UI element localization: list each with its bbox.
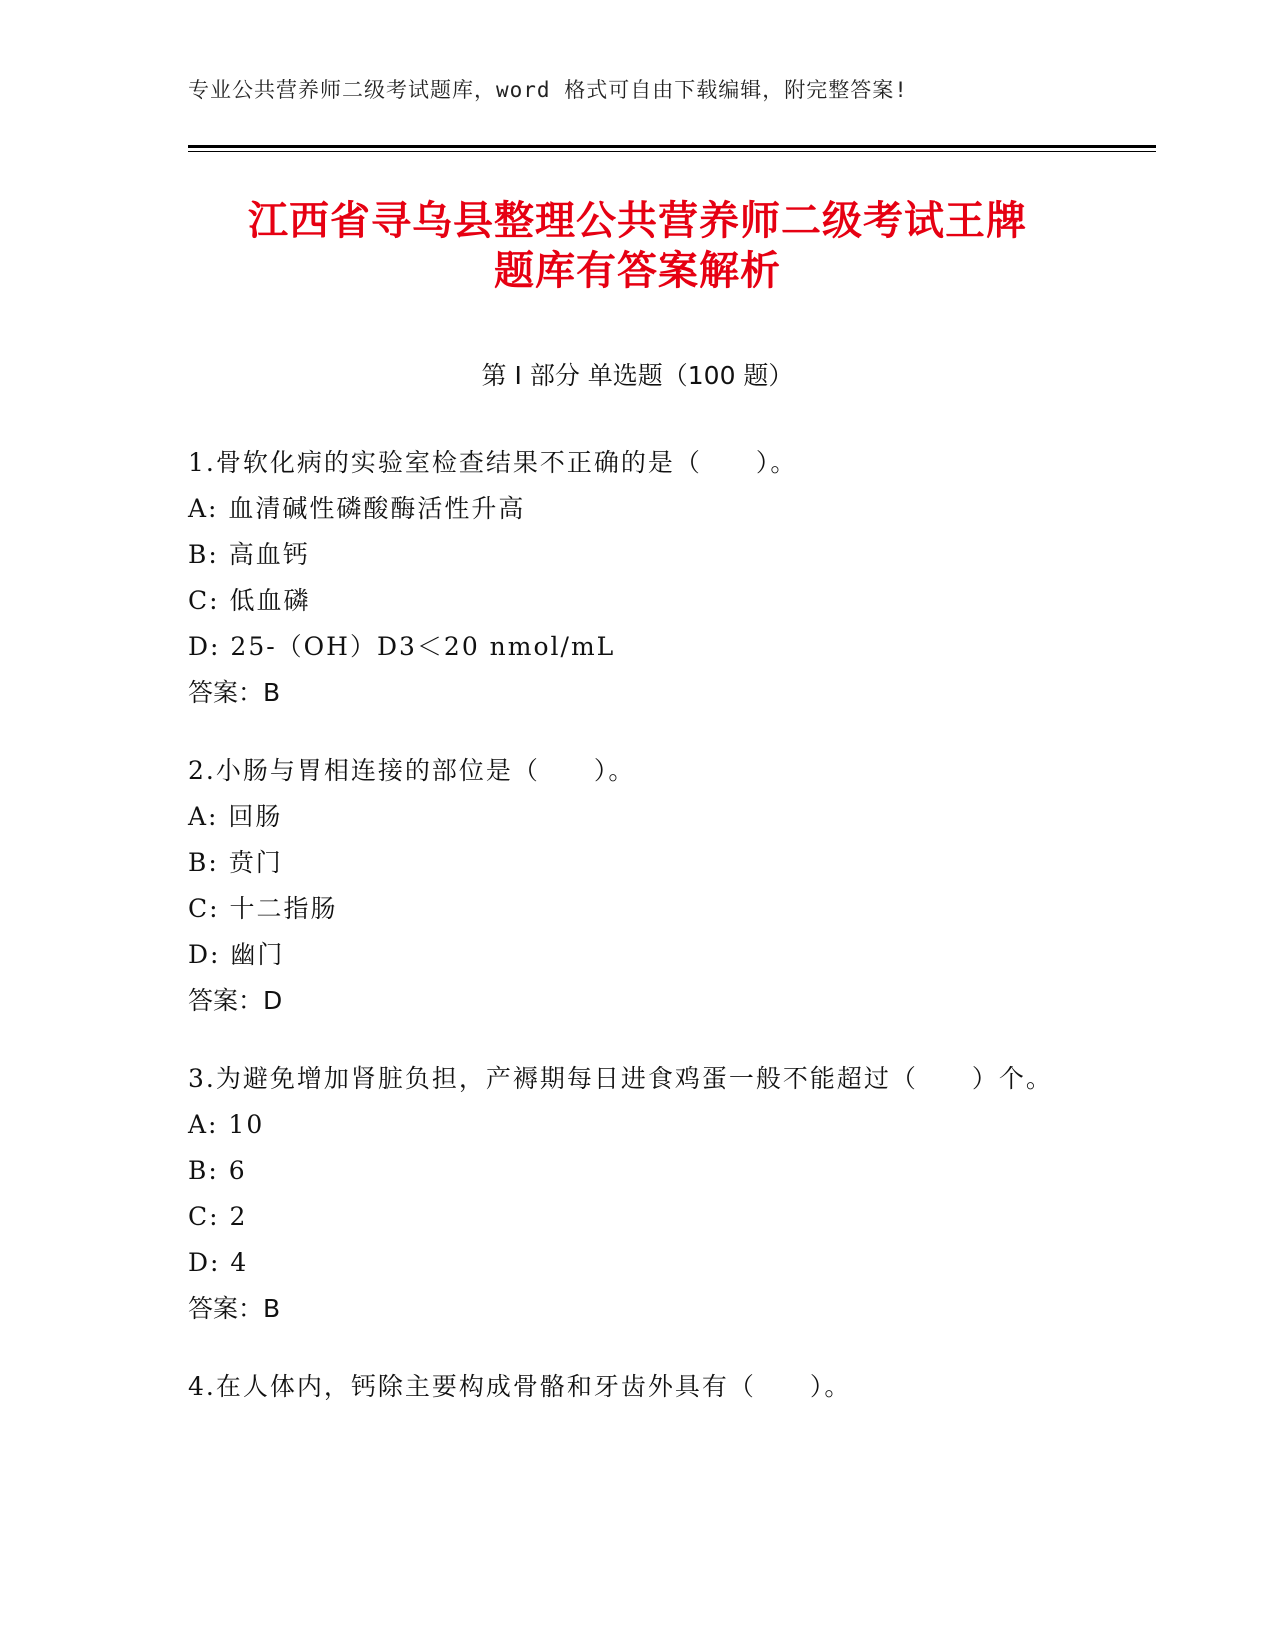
option-a: A: 10: [188, 1110, 265, 1139]
document-title-line-2: 题库有答案解析: [494, 248, 781, 294]
question-stem: 4.在人体内，钙除主要构成骨骼和牙齿外具有（ ）。: [188, 1372, 852, 1401]
question-stem: 3.为避免增加肾脏负担，产褥期每日进食鸡蛋一般不能超过（ ）个。: [188, 1064, 1053, 1093]
option-d: D: 幽门: [188, 940, 285, 969]
document-title: [150, 196, 1125, 296]
option-c: C: 2: [188, 1202, 248, 1231]
answer-text: 答案：B: [188, 1294, 281, 1323]
option-a: A: 回肠: [188, 802, 283, 831]
option-b: B: 贲门: [188, 848, 283, 877]
section-title: 第 I 部分 单选题（100 题）: [481, 361, 794, 390]
document-title-line-1: 江西省寻乌县整理公共营养师二级考试王牌: [248, 198, 1027, 244]
answer-text: 答案：B: [188, 678, 281, 707]
question-1: [188, 440, 1068, 716]
question-stem: 2.小肠与胃相连接的部位是（ ）。: [188, 756, 636, 785]
question-list: [188, 440, 1068, 1442]
header-rule-thick: [188, 145, 1156, 148]
question-3: [188, 1056, 1068, 1332]
page-header: 专业公共营养师二级考试题库，word 格式可自由下载编辑，附完整答案!: [188, 78, 908, 102]
option-c: C: 低血磷: [188, 586, 311, 615]
option-a: A: 血清碱性磷酸酶活性升高: [188, 494, 526, 523]
option-c: C: 十二指肠: [188, 894, 338, 923]
question-stem: 1.骨软化病的实验室检查结果不正确的是（ ）。: [188, 448, 798, 477]
option-d: D: 4: [188, 1248, 249, 1277]
answer-text: 答案：D: [188, 986, 283, 1015]
question-4: [188, 1364, 1068, 1410]
option-b: B: 6: [188, 1156, 247, 1185]
option-b: B: 高血钙: [188, 540, 310, 569]
header-rule-thin: [188, 151, 1156, 152]
option-d: D: 25-（OH）D3＜20 nmol/mL: [188, 632, 616, 661]
question-2: [188, 748, 1068, 1024]
